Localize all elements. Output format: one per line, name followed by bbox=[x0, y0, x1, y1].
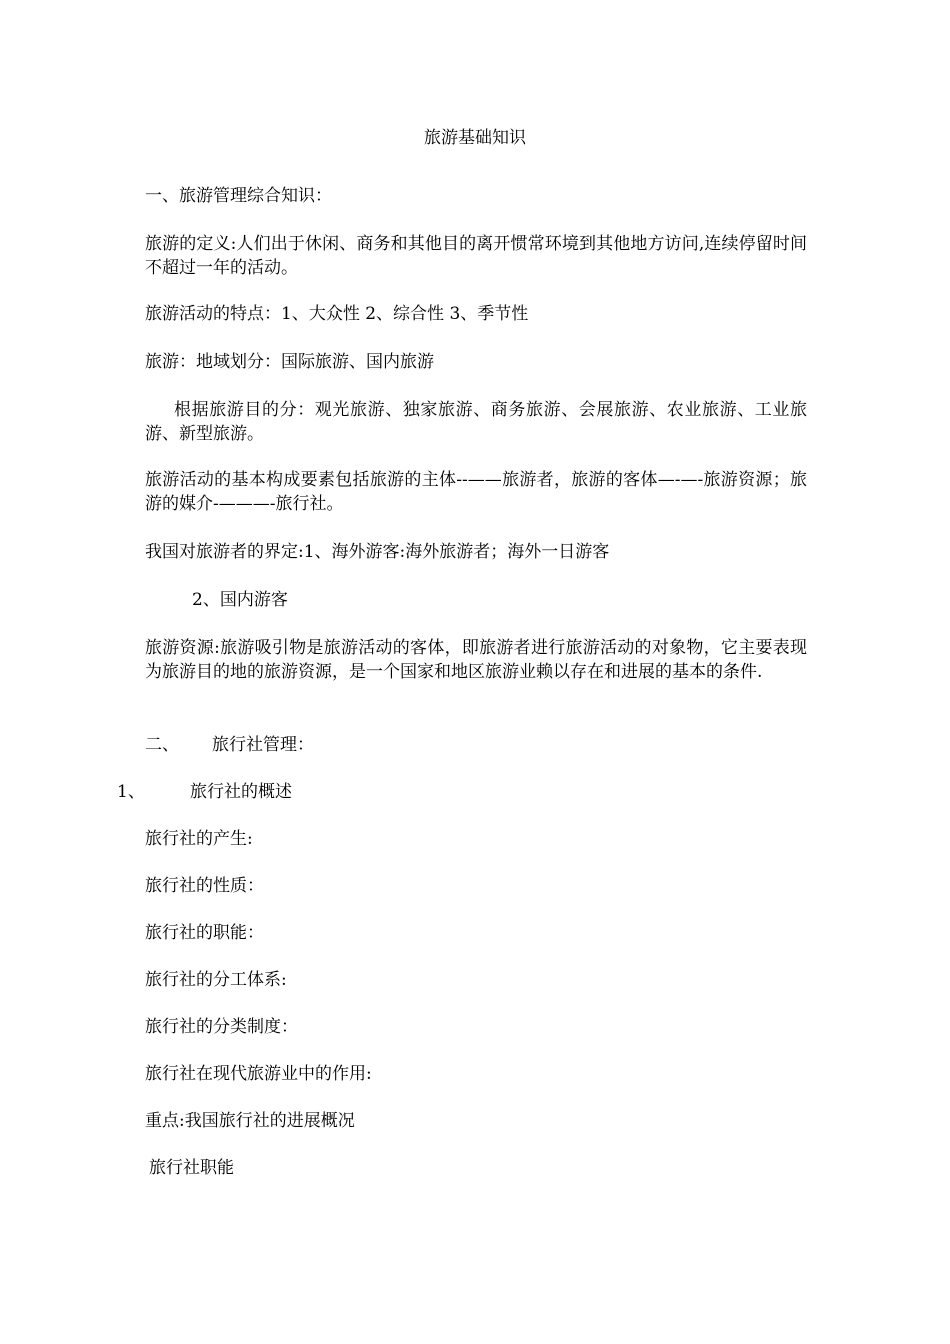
last-item: 旅行社职能 bbox=[149, 1158, 234, 1178]
section-2-number: 二、 bbox=[145, 735, 179, 755]
section-1-heading: 一、旅游管理综合知识： bbox=[145, 186, 332, 206]
paragraph-definition: 旅游的定义:人们出于休闲、商务和其他目的离开惯常环境到其他地方访问,连续停留时间不超过一年的活动。 bbox=[145, 234, 807, 278]
paragraph-domestic-tourist: 2、国内游客 bbox=[192, 590, 288, 610]
list-item: 旅行社的分工体系: bbox=[145, 970, 287, 990]
list-item: 重点:我国旅行社的进展概况 bbox=[145, 1111, 355, 1131]
list-item: 旅行社的产生: bbox=[145, 829, 253, 849]
list-item: 旅行社的分类制度： bbox=[145, 1017, 298, 1037]
paragraph-tourist-definition: 我国对旅游者的界定:1、海外游客:海外旅游者；海外一日游客 bbox=[145, 542, 610, 562]
document-title: 旅游基础知识 bbox=[424, 128, 526, 148]
list-item: 旅行社在现代旅游业中的作用: bbox=[145, 1064, 372, 1084]
paragraph-features: 旅游活动的特点：1、大众性 2、综合性 3、季节性 bbox=[145, 304, 529, 324]
paragraph-elements: 旅游活动的基本构成要素包括旅游的主体--——旅游者，旅游的客体—-—-旅游资源；旅游的媒介-———-旅行社。 bbox=[145, 470, 807, 514]
subsection-1-number: 1、 bbox=[117, 782, 145, 802]
paragraph-region-division: 旅游：地域划分：国际旅游、国内旅游 bbox=[145, 352, 434, 372]
paragraph-purpose-division: 根据旅游目的分：观光旅游、独家旅游、商务旅游、会展旅游、农业旅游、工业旅游、新型旅游。 bbox=[145, 400, 807, 444]
list-item: 旅行社的性质： bbox=[145, 876, 264, 896]
list-item: 旅行社的职能： bbox=[145, 923, 264, 943]
subsection-1-heading: 旅行社的概述 bbox=[190, 782, 292, 802]
paragraph-resources: 旅游资源:旅游吸引物是旅游活动的客体，即旅游者进行旅游活动的对象物，它主要表现为旅游目的地的旅游资源，是一个国家和地区旅游业赖以存在和进展的基本的条件. bbox=[145, 638, 807, 682]
section-2-heading: 旅行社管理： bbox=[212, 735, 314, 755]
